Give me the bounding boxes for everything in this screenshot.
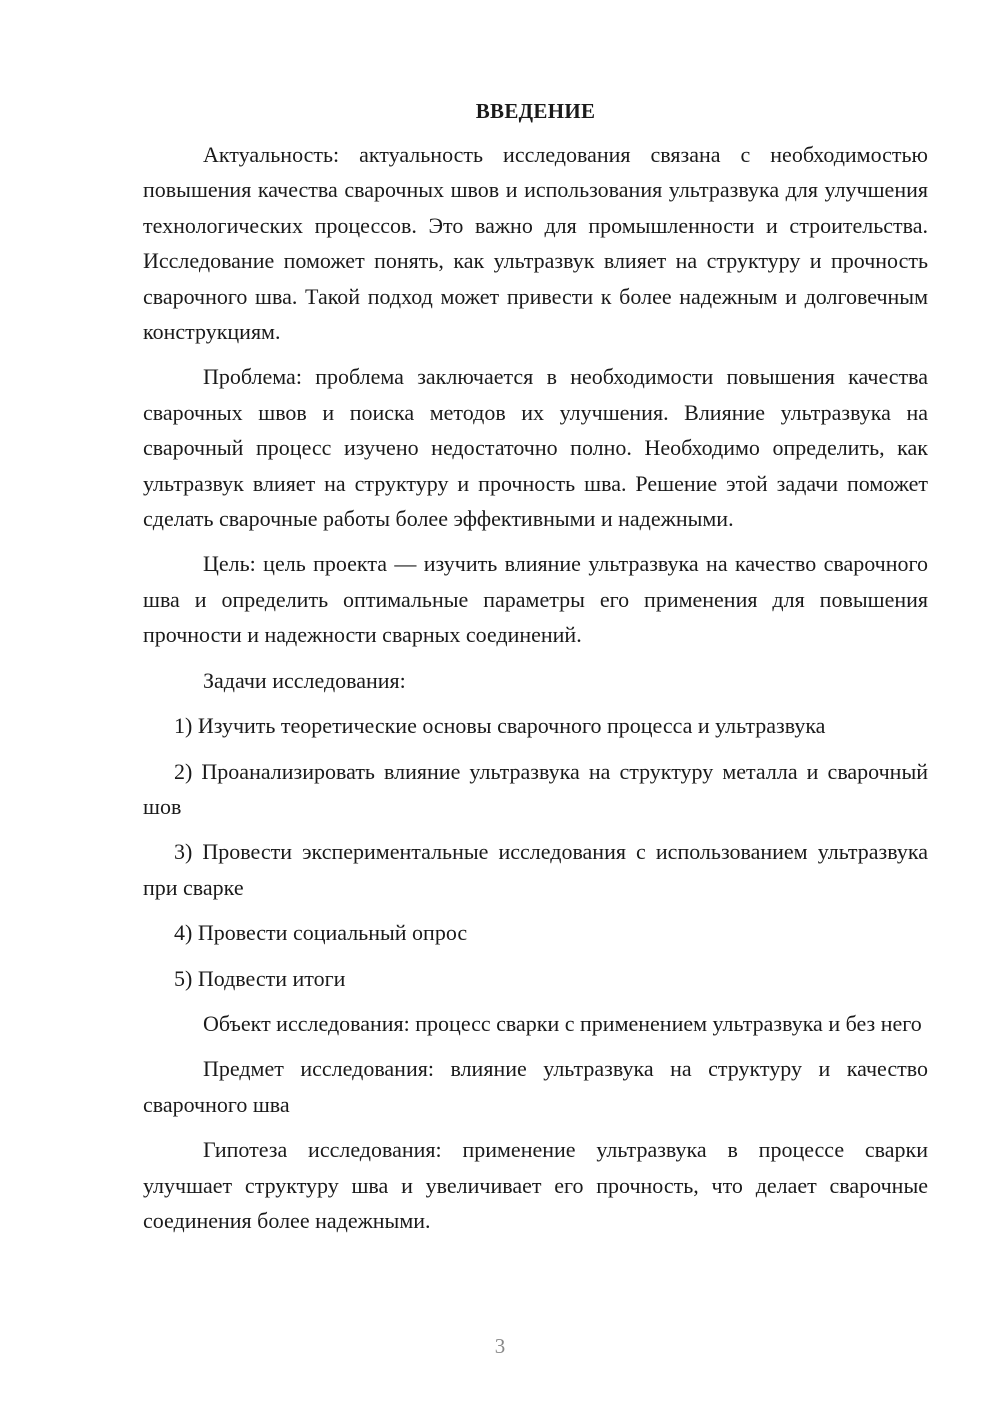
page-content xyxy=(143,97,928,1248)
hypothesis-paragraph: Гипотеза исследования: применение ультразвука в процессе сварки улучшает структуру шва и увеличивает его прочность, что делает сварочные соединения более надежными. xyxy=(143,1137,928,1233)
page-number: 3 xyxy=(494,1334,506,1358)
task-item-2: 2) Проанализировать влияние ультразвука на структуру металла и сварочный шов xyxy=(143,758,928,819)
problem-paragraph: Проблема: проблема заключается в необходимости повышения качества сварочных швов и поиска методов их улучшения. Влияние ультразвука на сварочный процесс изучено недостаточно полно. Необходимо определить, как ультразвук влияет на структуру и прочность шва. Решение этой задачи поможет сделать сварочные работы более эффективными и надежными. xyxy=(143,364,928,532)
page-title: ВВЕДЕНИЕ xyxy=(475,99,596,123)
subject-paragraph: Предмет исследования: влияние ультразвука на структуру и качество сварочного шва xyxy=(143,1056,928,1117)
object-paragraph: Объект исследования: процесс сварки с применением ультразвука и без него xyxy=(203,1010,922,1036)
task-item-5: 5) Подвести итоги xyxy=(174,965,346,991)
tasks-heading: Задачи исследования: xyxy=(203,667,406,693)
relevance-paragraph: Актуальность: актуальность исследования связана с необходимостью повышения качества сварочных швов и использования ультразвука для улучшения технологических процессов. Это важно для промышленности и строительства. Исследование поможет понять, как ультразвук влияет на структуру и прочность сварочного шва. Такой подход может привести к более надежным и долговечным конструкциям. xyxy=(143,142,928,345)
goal-paragraph: Цель: цель проекта — изучить влияние ультразвука на качество сварочного шва и определить оптимальные параметры его применения для повышения прочности и надежности сварных соединений. xyxy=(143,551,928,648)
task-item-1: 1) Изучить теоретические основы сварочного процесса и ультразвука xyxy=(174,713,826,739)
task-item-4: 4) Провести социальный опрос xyxy=(174,920,468,946)
task-item-3: 3) Провести экспериментальные исследования с использованием ультразвука при сварке xyxy=(143,839,928,900)
